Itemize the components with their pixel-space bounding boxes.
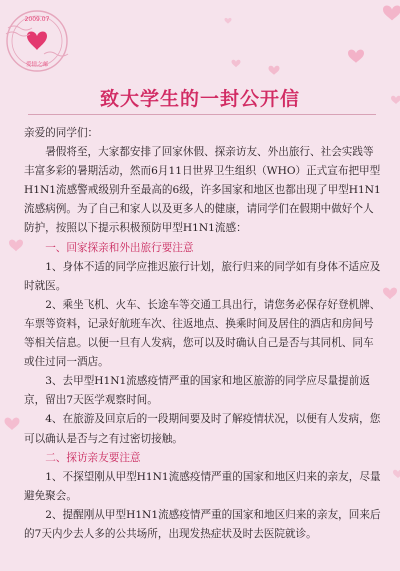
list-item: 2、乘坐飞机、火车、长途车等交通工具出行，请您务必保存好登机牌、车票等资料，记录好航班车次、往返地点、换乘时间及居住的酒店和房间号等相关信息。以便一旦有人发病，您可以及时确认自己是否与其同机、同车或住过同一酒店。: [24, 298, 381, 369]
greeting: 亲爱的同学们：: [24, 127, 99, 139]
list-item: 1、身体不适的同学应推迟旅行计划，旅行归来的同学如有身体不适应及时就医。: [24, 260, 381, 292]
stamp-caption: 爱情之邮: [25, 62, 49, 68]
heart-icon: [383, 288, 397, 300]
list-item: 1、不探望刚从甲型H1N1流感疫情严重的国家和地区归来的亲友，尽量避免聚会。: [24, 470, 381, 502]
heart-icon: [225, 18, 232, 24]
heart-icon: [383, 6, 400, 21]
title-divider: [28, 114, 376, 115]
heart-icon: [232, 60, 241, 67]
heart-icon: [5, 418, 20, 430]
heart-icon: [393, 470, 400, 478]
section-heading: 一、回家探亲和外出旅行要注意: [45, 241, 194, 254]
list-item: 2、提醒刚从甲型H1N1流感疫情严重的国家和地区归来的亲友，回来后的7天内少去人多的公共场所，出现发热症状及时去医院就诊。: [24, 508, 381, 540]
intro-paragraph: 暑假将至，大家都安排了回家休假、探亲访友、外出旅行、社会实践等丰富多彩的暑期活动，然而6月11日世界卫生组织（WHO）正式宣布把甲型H1N1流感警戒级别升至最高的6级，许多国家和地区也都出现了甲型H1N1流感病例。为了自己和家人以及更多人的健康，请同学们在假期中做好个人防护，按照以下提示积极预防甲型H1N1流感：: [24, 146, 381, 235]
list-item: 4、在旅游及回京后的一段期间要及时了解疫情状况，以便有人发病，您可以确认是否与之有过密切接触。: [24, 413, 381, 445]
page-title: 致大学生的一封公开信: [99, 88, 300, 110]
heart-icon: [348, 50, 364, 63]
postmark-stamp: [4, 8, 70, 74]
letter-body: [24, 124, 382, 544]
stamp-year: 2009.07: [24, 16, 50, 23]
list-item: 3、去甲型H1N1流感疫情严重的国家和地区旅游的同学应尽量提前返京，留出7天医学观察时间。: [24, 375, 370, 407]
heart-icon: [269, 66, 280, 75]
heart-icon: [9, 240, 23, 252]
section-heading: 二、探访亲友要注意: [45, 451, 141, 464]
